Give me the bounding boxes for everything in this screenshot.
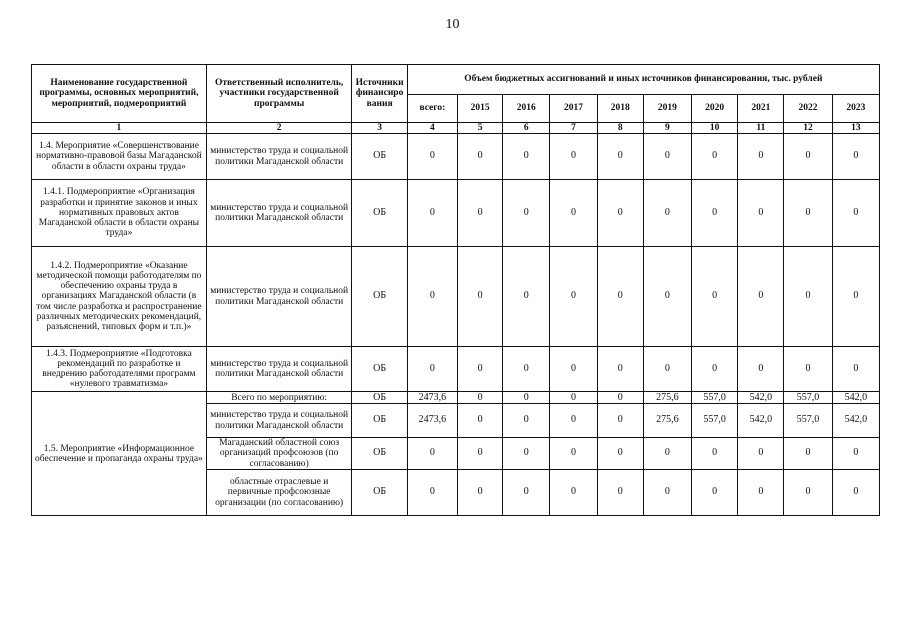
row-value: 0 (784, 134, 832, 180)
row-value: 0 (692, 347, 738, 392)
row-source: ОБ (352, 347, 407, 392)
row-value: 0 (407, 438, 457, 470)
row-value: 0 (784, 347, 832, 392)
table-row (32, 180, 880, 247)
header-volume: Объем бюджетных ассигнований и иных источников финансирования, тыс. рублей (407, 65, 879, 95)
row-value: 0 (643, 347, 691, 392)
header-year: 2021 (738, 95, 784, 123)
header-year: 2022 (784, 95, 832, 123)
header-year: 2023 (832, 95, 879, 123)
row-value: 0 (692, 134, 738, 180)
row-value: 0 (407, 134, 457, 180)
row-value: 0 (407, 470, 457, 516)
row-value: 0 (407, 247, 457, 347)
row-value: 0 (457, 180, 502, 247)
column-number: 9 (643, 123, 691, 134)
row-value: 0 (457, 438, 502, 470)
row-value: 0 (550, 247, 597, 347)
row-value: 0 (597, 247, 643, 347)
header-responsible: Ответственный исполнитель, участники государственной программы (206, 65, 352, 123)
column-number: 3 (352, 123, 407, 134)
row-value: 0 (692, 438, 738, 470)
header-year: 2016 (503, 95, 550, 123)
column-numbers-row (32, 123, 880, 134)
row-responsible: областные отраслевые и первичные профсоюзные организации (по согласованию) (206, 470, 352, 516)
row-source: ОБ (352, 180, 407, 247)
row-value: 0 (597, 180, 643, 247)
column-number: 1 (32, 123, 207, 134)
row-value: 0 (832, 438, 879, 470)
row-value: 0 (784, 470, 832, 516)
row-value: 0 (550, 134, 597, 180)
row-value: 0 (784, 247, 832, 347)
row-value: 0 (597, 470, 643, 516)
row-value: 0 (550, 470, 597, 516)
row-source: ОБ (352, 404, 407, 438)
group-total-source: ОБ (352, 392, 407, 404)
row-value: 542,0 (832, 404, 879, 438)
row-value: 0 (550, 404, 597, 438)
row-source: ОБ (352, 470, 407, 516)
row-value: 0 (832, 180, 879, 247)
row-value: 0 (503, 180, 550, 247)
page-number: 10 (445, 17, 460, 32)
header-year: 2018 (597, 95, 643, 123)
row-value: 0 (407, 180, 457, 247)
header-year: 2015 (457, 95, 502, 123)
row-value: 0 (457, 247, 502, 347)
row-value: 0 (832, 134, 879, 180)
row-value: 0 (738, 134, 784, 180)
financing-table (31, 64, 880, 516)
row-responsible: министерство труда и социальной политики Магаданской области (206, 180, 352, 247)
row-responsible: министерство труда и социальной политики Магаданской области (206, 247, 352, 347)
row-name: 1.4.1. Подмероприятие «Организация разработки и принятие законов и иных нормативных правовых актов Магаданской области в области охраны труда» (32, 180, 207, 247)
row-value: 0 (738, 247, 784, 347)
row-value: 0 (550, 180, 597, 247)
row-source: ОБ (352, 247, 407, 347)
column-number: 4 (407, 123, 457, 134)
row-value: 0 (738, 470, 784, 516)
row-value: 0 (407, 347, 457, 392)
row-value: 0 (503, 438, 550, 470)
row-value: 0 (550, 347, 597, 392)
header-total: всего: (407, 95, 457, 123)
row-value: 0 (597, 438, 643, 470)
column-number: 11 (738, 123, 784, 134)
row-value: 0 (503, 134, 550, 180)
row-value: 0 (643, 180, 691, 247)
row-source: ОБ (352, 438, 407, 470)
row-responsible: министерство труда и социальной политики Магаданской области (206, 134, 352, 180)
group-total-value: 542,0 (832, 392, 879, 404)
row-value: 557,0 (784, 404, 832, 438)
row-value: 0 (457, 404, 502, 438)
row-value: 0 (550, 438, 597, 470)
group-total-label: Всего по мероприятию: (206, 392, 352, 404)
header-year: 2017 (550, 95, 597, 123)
row-value: 0 (643, 438, 691, 470)
row-value: 0 (503, 247, 550, 347)
group-name: 1.5. Мероприятие «Информационное обеспечение и пропаганда охраны труда» (32, 392, 207, 516)
group-total-value: 275,6 (643, 392, 691, 404)
row-value: 0 (692, 180, 738, 247)
row-name: 1.4. Мероприятие «Совершенствование нормативно-правовой базы Магаданской области в области охраны труда» (32, 134, 207, 180)
table-row (32, 134, 880, 180)
group-total-row (32, 392, 880, 404)
row-value: 0 (784, 438, 832, 470)
row-value: 0 (784, 180, 832, 247)
group-total-value: 0 (597, 392, 643, 404)
column-number: 7 (550, 123, 597, 134)
row-value: 0 (832, 470, 879, 516)
row-source: ОБ (352, 134, 407, 180)
header-year: 2020 (692, 95, 738, 123)
row-value: 0 (643, 247, 691, 347)
row-value: 275,6 (643, 404, 691, 438)
row-value: 0 (457, 134, 502, 180)
group-total-value: 2473,6 (407, 392, 457, 404)
row-value: 542,0 (738, 404, 784, 438)
header-year: 2019 (643, 95, 691, 123)
row-value: 557,0 (692, 404, 738, 438)
row-value: 0 (457, 347, 502, 392)
row-value: 0 (738, 180, 784, 247)
row-value: 0 (832, 247, 879, 347)
row-responsible: Магаданский областной союз организаций профсоюзов (по согласованию) (206, 438, 352, 470)
header-source: Источники финансиро вания (352, 65, 407, 123)
column-number: 10 (692, 123, 738, 134)
row-value: 0 (692, 470, 738, 516)
row-value: 0 (643, 470, 691, 516)
column-number: 2 (206, 123, 352, 134)
group-total-value: 0 (503, 392, 550, 404)
row-name: 1.4.3. Подмероприятие «Подготовка рекомендаций по разработке и внедрению работодателями программ «нулевого травматизма» (32, 347, 207, 392)
group-total-value: 557,0 (692, 392, 738, 404)
row-value: 0 (503, 347, 550, 392)
row-value: 0 (503, 470, 550, 516)
group-total-value: 0 (550, 392, 597, 404)
table-row (32, 247, 880, 347)
row-value: 0 (597, 404, 643, 438)
table-row (32, 347, 880, 392)
row-value: 0 (738, 438, 784, 470)
header-name: Наименование государственной программы, основных мероприятий, мероприятий, подмероприятий (32, 65, 207, 123)
group-total-value: 0 (457, 392, 502, 404)
group-total-value: 542,0 (738, 392, 784, 404)
row-responsible: министерство труда и социальной политики Магаданской области (206, 347, 352, 392)
column-number: 6 (503, 123, 550, 134)
row-value: 0 (457, 470, 502, 516)
row-responsible: министерство труда и социальной политики Магаданской области (206, 404, 352, 438)
group-total-value: 557,0 (784, 392, 832, 404)
row-value: 0 (643, 134, 691, 180)
column-number: 13 (832, 123, 879, 134)
column-number: 12 (784, 123, 832, 134)
row-value: 0 (738, 347, 784, 392)
column-number: 8 (597, 123, 643, 134)
row-value: 0 (692, 247, 738, 347)
row-value: 0 (503, 404, 550, 438)
row-value: 0 (597, 347, 643, 392)
column-number: 5 (457, 123, 502, 134)
row-value: 2473,6 (407, 404, 457, 438)
row-name: 1.4.2. Подмероприятие «Оказание методической помощи работодателям по обеспечению охраны труда в организациях Магаданской области (в том числе разработка и распространение различных методических рекомендаций, разъяснений, типовых форм и т.п.)» (32, 247, 207, 347)
row-value: 0 (597, 134, 643, 180)
row-value: 0 (832, 347, 879, 392)
